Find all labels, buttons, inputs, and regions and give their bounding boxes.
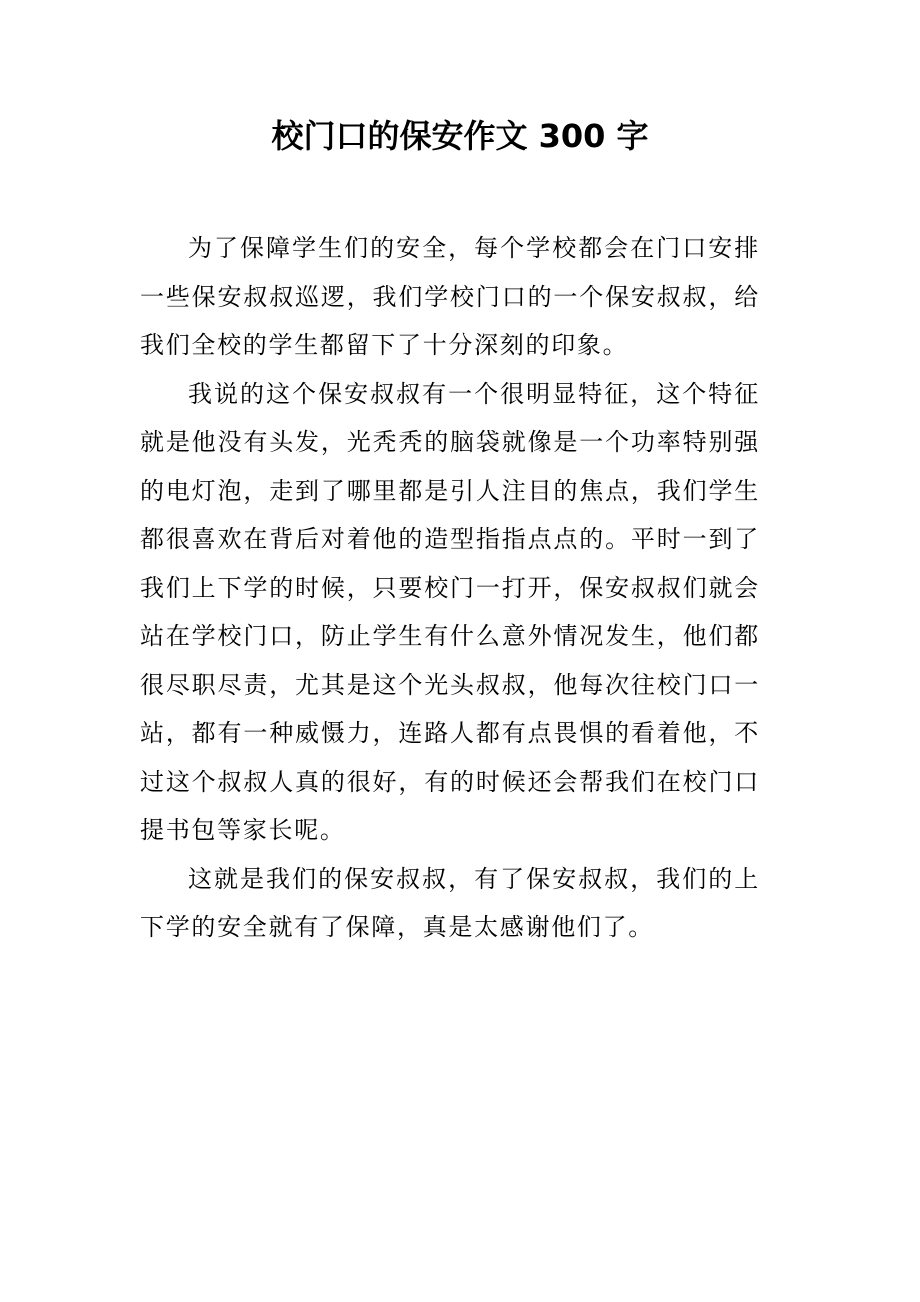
paragraph-2: 我说的这个保安叔叔有一个很明显特征，这个特征就是他没有头发，光秃秃的脑袋就像是一个功率特别强的电灯泡，走到了哪里都是引人注目的焦点，我们学生都很喜欢在背后对着他的造型指指点点的。平时一到了我们上下学的时候，只要校门一打开，保安叔叔们就会站在学校门口，防止学生有什么意外情况发生，他们都很尽职尽责，尤其是这个光头叔叔，他每次往校门口一站，都有一种威慑力，连路人都有点畏惧的看着他，不过这个叔叔人真的很好，有的时候还会帮我们在校门口提书包等家长呢。 [140, 379, 760, 844]
paragraph-3: 这就是我们的保安叔叔，有了保安叔叔，我们的上下学的安全就有了保障，真是太感谢他们了。 [140, 864, 760, 941]
document-title: 校门口的保安作文 300 字 [271, 117, 649, 155]
paragraph-1: 为了保障学生们的安全，每个学校都会在门口安排一些保安叔叔巡逻，我们学校门口的一个保安叔叔，给我们全校的学生都留下了十分深刻的印象。 [140, 234, 760, 359]
document-body [140, 224, 760, 952]
